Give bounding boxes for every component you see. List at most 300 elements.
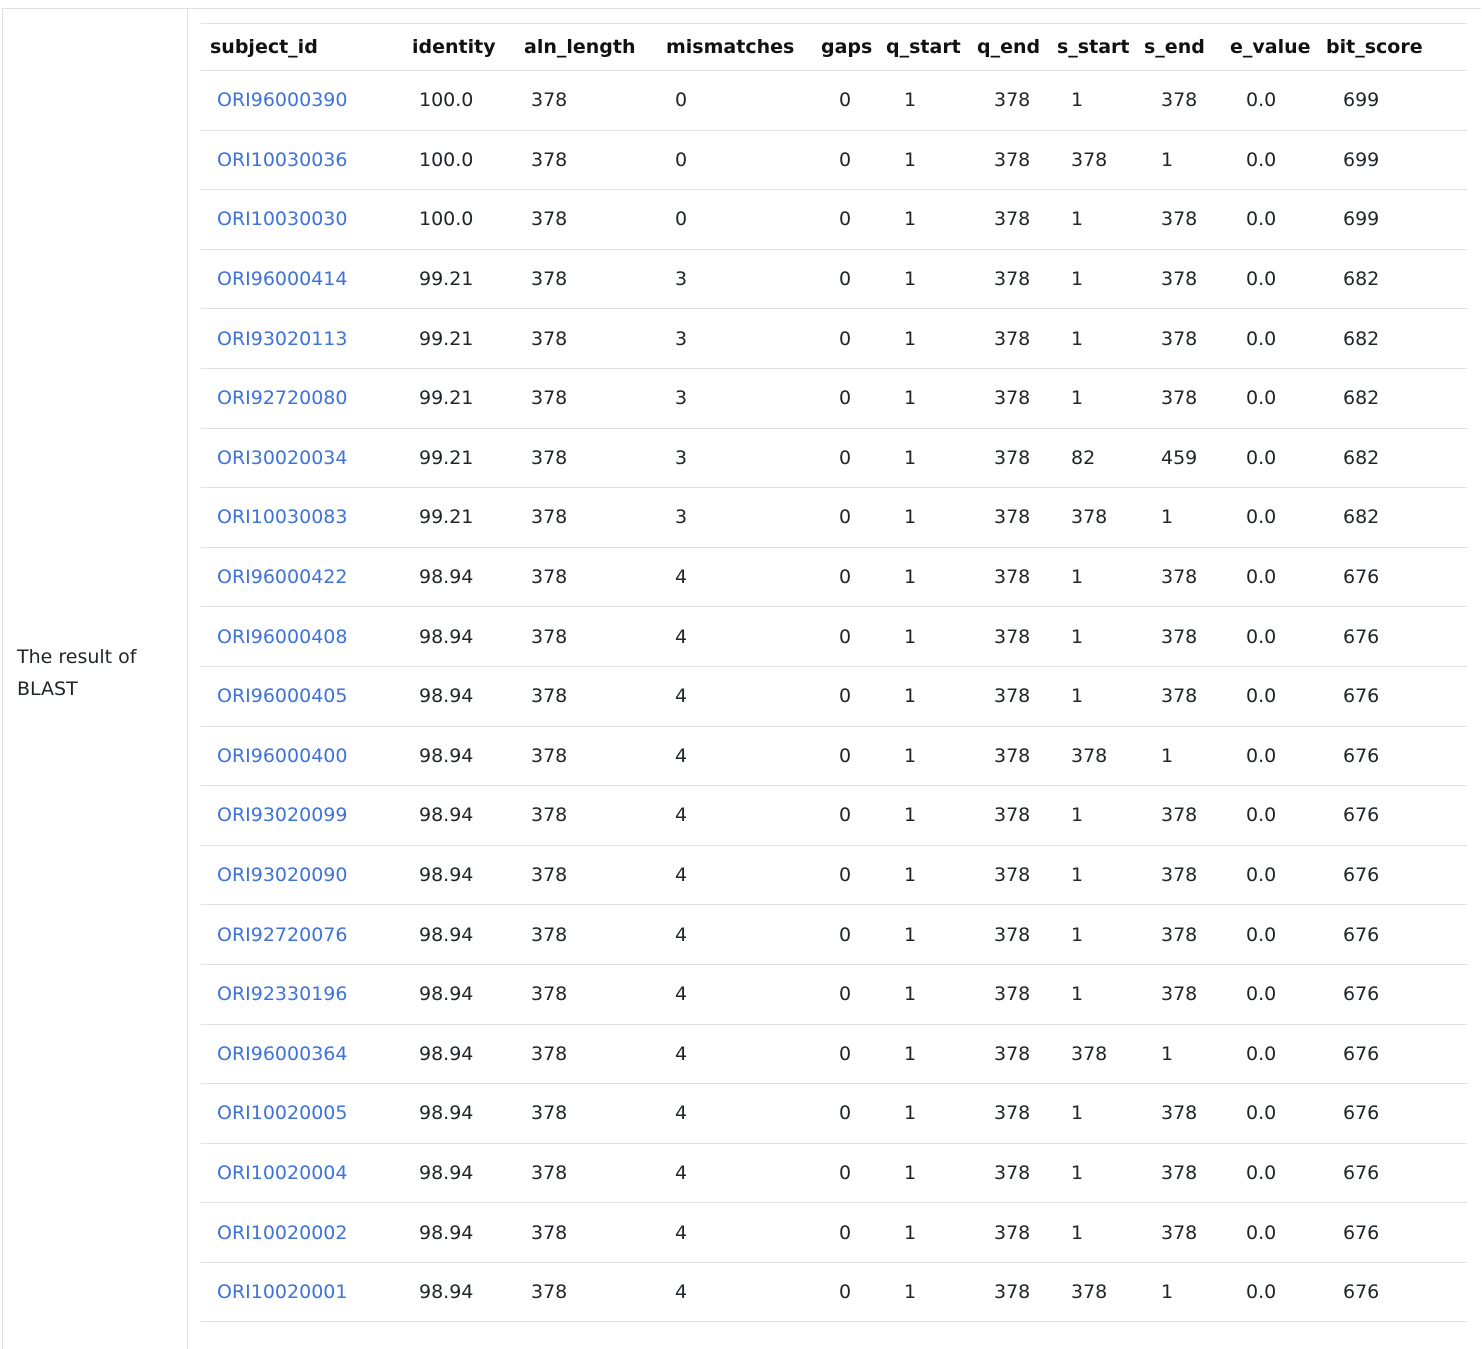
cell-value: 0 (839, 625, 852, 648)
cell-mismatches (657, 1084, 821, 1144)
cell-mismatches (657, 488, 821, 548)
table-row (201, 1203, 1467, 1263)
table-row (201, 1084, 1467, 1144)
cell-gaps (821, 1203, 886, 1263)
cell-value: 0 (839, 744, 852, 767)
cell-q-end (977, 607, 1057, 667)
cell-q-end (977, 964, 1057, 1024)
cell-value: 1 (904, 625, 917, 648)
cell-value: 4 (675, 625, 688, 648)
cell-q-start (886, 368, 977, 428)
cell-s-end (1144, 488, 1230, 548)
cell-identity (403, 428, 515, 488)
cell-mismatches (657, 786, 821, 846)
table-row (201, 130, 1467, 190)
cell-value: 378 (1071, 744, 1108, 767)
cell-value: 378 (994, 1102, 1031, 1125)
cell-value: 676 (1343, 566, 1380, 589)
cell-mismatches (657, 964, 821, 1024)
cell-identity (403, 1143, 515, 1203)
cell-q-start (886, 905, 977, 965)
cell-subject-id (201, 309, 403, 369)
subject-id-link[interactable]: ORI96000414 (217, 268, 348, 291)
cell-value: 4 (675, 1042, 688, 1065)
cell-value: 378 (531, 268, 568, 291)
cell-value: 378 (531, 983, 568, 1006)
table-row (201, 726, 1467, 786)
cell-identity (403, 1024, 515, 1084)
cell-s-end (1144, 368, 1230, 428)
cell-value: 3 (675, 506, 688, 529)
section-label: The result of BLAST (17, 646, 137, 700)
cell-value: 1 (1071, 1221, 1084, 1244)
cell-mismatches (657, 547, 821, 607)
cell-gaps (821, 905, 886, 965)
cell-bit-score (1326, 666, 1467, 726)
cell-value: 378 (531, 1161, 568, 1184)
cell-q-start (886, 1262, 977, 1322)
cell-e-value (1230, 488, 1326, 548)
cell-value: 0 (839, 983, 852, 1006)
cell-s-end (1144, 1084, 1230, 1144)
cell-value: 1 (904, 387, 917, 410)
cell-value: 100.0 (419, 148, 474, 171)
cell-value: 1 (1071, 566, 1084, 589)
cell-s-start (1057, 428, 1144, 488)
subject-id-link[interactable]: ORI92330196 (217, 983, 348, 1006)
cell-value: 682 (1343, 268, 1380, 291)
cell-value: 378 (1071, 1281, 1108, 1304)
cell-identity (403, 964, 515, 1024)
cell-s-end (1144, 1262, 1230, 1322)
cell-q-end (977, 130, 1057, 190)
cell-gaps (821, 190, 886, 250)
cell-value: 378 (1161, 387, 1198, 410)
cell-identity (403, 1203, 515, 1263)
cell-q-start (886, 1203, 977, 1263)
cell-s-start (1057, 130, 1144, 190)
cell-aln-length (515, 607, 657, 667)
cell-value: 0.0 (1246, 446, 1277, 469)
cell-value: 0 (839, 685, 852, 708)
table-body (201, 71, 1467, 1322)
subject-id-link[interactable]: ORI10030083 (217, 506, 348, 529)
header-row (201, 24, 1467, 71)
cell-aln-length (515, 1262, 657, 1322)
cell-mismatches (657, 190, 821, 250)
cell-s-end (1144, 1203, 1230, 1263)
cell-value: 3 (675, 327, 688, 350)
cell-mismatches (657, 666, 821, 726)
cell-e-value (1230, 845, 1326, 905)
cell-q-end (977, 547, 1057, 607)
cell-value: 378 (531, 1102, 568, 1125)
cell-value: 682 (1343, 327, 1380, 350)
cell-value: 4 (675, 744, 688, 767)
col-header-subject-id: subject_id (201, 24, 403, 71)
cell-q-start (886, 71, 977, 131)
cell-value: 0 (839, 446, 852, 469)
cell-aln-length (515, 249, 657, 309)
cell-value: 100.0 (419, 89, 474, 112)
cell-q-end (977, 666, 1057, 726)
table-row (201, 71, 1467, 131)
cell-q-start (886, 726, 977, 786)
cell-bit-score (1326, 607, 1467, 667)
col-header-e-value: e_value (1230, 24, 1326, 71)
cell-s-start (1057, 488, 1144, 548)
subject-id-link[interactable]: ORI96000422 (217, 566, 348, 589)
cell-value: 0 (839, 208, 852, 231)
subject-id-link[interactable]: ORI10020005 (217, 1102, 348, 1125)
cell-mismatches (657, 1143, 821, 1203)
cell-value: 0.0 (1246, 804, 1277, 827)
cell-aln-length (515, 130, 657, 190)
cell-s-start (1057, 845, 1144, 905)
cell-value: 1 (904, 446, 917, 469)
cell-bit-score (1326, 964, 1467, 1024)
cell-value: 1 (904, 1102, 917, 1125)
cell-value: 378 (531, 625, 568, 648)
cell-s-end (1144, 130, 1230, 190)
cell-gaps (821, 1084, 886, 1144)
cell-gaps (821, 1262, 886, 1322)
table-row (201, 786, 1467, 846)
cell-value: 378 (994, 744, 1031, 767)
cell-value: 99.21 (419, 506, 474, 529)
subject-id-link[interactable]: ORI92720080 (217, 387, 348, 410)
cell-value: 98.94 (419, 1102, 474, 1125)
cell-s-start (1057, 786, 1144, 846)
cell-value: 378 (1161, 268, 1198, 291)
cell-e-value (1230, 607, 1326, 667)
cell-s-start (1057, 964, 1144, 1024)
cell-e-value (1230, 1262, 1326, 1322)
cell-aln-length (515, 309, 657, 369)
cell-value: 1 (1071, 923, 1084, 946)
cell-value: 1 (904, 208, 917, 231)
cell-value: 99.21 (419, 327, 474, 350)
cell-value: 378 (994, 864, 1031, 887)
cell-value: 98.94 (419, 804, 474, 827)
cell-gaps (821, 249, 886, 309)
subject-id-link[interactable]: ORI93020090 (217, 864, 348, 887)
subject-id-link[interactable]: ORI93020113 (217, 327, 348, 350)
cell-value: 98.94 (419, 864, 474, 887)
cell-subject-id (201, 726, 403, 786)
cell-bit-score (1326, 309, 1467, 369)
cell-value: 0 (839, 387, 852, 410)
cell-mismatches (657, 726, 821, 786)
cell-value: 3 (675, 387, 688, 410)
cell-q-end (977, 905, 1057, 965)
cell-value: 378 (531, 148, 568, 171)
subject-id-link[interactable]: ORI92720076 (217, 923, 348, 946)
cell-bit-score (1326, 726, 1467, 786)
cell-aln-length (515, 71, 657, 131)
subject-id-link[interactable]: ORI93020099 (217, 804, 348, 827)
cell-q-start (886, 666, 977, 726)
cell-value: 0.0 (1246, 1221, 1277, 1244)
cell-q-start (886, 607, 977, 667)
cell-value: 378 (531, 89, 568, 112)
subject-id-link[interactable]: ORI10020002 (217, 1221, 348, 1244)
col-header-q-end: q_end (977, 24, 1057, 71)
cell-value: 378 (1161, 327, 1198, 350)
cell-gaps (821, 71, 886, 131)
cell-s-end (1144, 905, 1230, 965)
cell-value: 0.0 (1246, 148, 1277, 171)
cell-value: 99.21 (419, 268, 474, 291)
cell-q-start (886, 249, 977, 309)
cell-s-end (1144, 249, 1230, 309)
cell-s-end (1144, 1024, 1230, 1084)
cell-subject-id (201, 845, 403, 905)
cell-value: 378 (994, 327, 1031, 350)
subject-id-link[interactable]: ORI96000400 (217, 744, 348, 767)
cell-value: 0 (839, 327, 852, 350)
cell-gaps (821, 428, 886, 488)
cell-value: 98.94 (419, 685, 474, 708)
cell-aln-length (515, 786, 657, 846)
cell-value: 0 (839, 89, 852, 112)
subject-id-link[interactable]: ORI96000390 (217, 89, 348, 112)
cell-value: 459 (1161, 446, 1198, 469)
cell-value: 378 (994, 804, 1031, 827)
cell-mismatches (657, 130, 821, 190)
cell-mismatches (657, 607, 821, 667)
cell-value: 378 (1161, 1102, 1198, 1125)
cell-e-value (1230, 130, 1326, 190)
cell-bit-score (1326, 786, 1467, 846)
cell-value: 0 (839, 1042, 852, 1065)
cell-identity (403, 130, 515, 190)
cell-gaps (821, 1024, 886, 1084)
cell-s-start (1057, 1262, 1144, 1322)
cell-identity (403, 666, 515, 726)
blast-results-table (201, 23, 1467, 1322)
cell-value: 378 (994, 506, 1031, 529)
cell-mismatches (657, 905, 821, 965)
subject-id-link[interactable]: ORI30020034 (217, 446, 348, 469)
cell-value: 378 (994, 566, 1031, 589)
cell-e-value (1230, 547, 1326, 607)
cell-s-start (1057, 309, 1144, 369)
cell-value: 98.94 (419, 744, 474, 767)
cell-subject-id (201, 547, 403, 607)
cell-mismatches (657, 368, 821, 428)
table-row (201, 249, 1467, 309)
subject-id-link[interactable]: ORI96000364 (217, 1042, 348, 1065)
cell-gaps (821, 666, 886, 726)
cell-value: 1 (1071, 387, 1084, 410)
cell-gaps (821, 1143, 886, 1203)
cell-value: 378 (1071, 506, 1108, 529)
cell-subject-id (201, 607, 403, 667)
cell-bit-score (1326, 1024, 1467, 1084)
cell-aln-length (515, 845, 657, 905)
cell-subject-id (201, 1143, 403, 1203)
cell-subject-id (201, 1203, 403, 1263)
cell-identity (403, 309, 515, 369)
subject-id-link[interactable]: ORI10030036 (217, 148, 348, 171)
cell-aln-length (515, 428, 657, 488)
cell-subject-id (201, 1262, 403, 1322)
cell-value: 378 (994, 89, 1031, 112)
cell-value: 4 (675, 1161, 688, 1184)
cell-value: 682 (1343, 387, 1380, 410)
cell-e-value (1230, 786, 1326, 846)
subject-id-link[interactable]: ORI10020001 (217, 1281, 348, 1304)
col-header-s-end: s_end (1144, 24, 1230, 71)
cell-subject-id (201, 368, 403, 428)
cell-value: 1 (1071, 685, 1084, 708)
cell-value: 82 (1071, 446, 1096, 469)
cell-value: 0 (839, 1221, 852, 1244)
cell-subject-id (201, 1084, 403, 1144)
cell-value: 0.0 (1246, 327, 1277, 350)
cell-q-end (977, 1143, 1057, 1203)
cell-bit-score (1326, 190, 1467, 250)
cell-value: 378 (994, 268, 1031, 291)
cell-value: 4 (675, 804, 688, 827)
cell-identity (403, 547, 515, 607)
cell-value: 98.94 (419, 1042, 474, 1065)
cell-value: 378 (1161, 625, 1198, 648)
cell-s-start (1057, 726, 1144, 786)
cell-s-end (1144, 845, 1230, 905)
cell-q-end (977, 1024, 1057, 1084)
cell-value: 0.0 (1246, 1042, 1277, 1065)
cell-value: 676 (1343, 1042, 1380, 1065)
cell-value: 0.0 (1246, 983, 1277, 1006)
cell-value: 0 (675, 148, 688, 171)
cell-value: 0.0 (1246, 744, 1277, 767)
cell-value: 676 (1343, 804, 1380, 827)
cell-q-end (977, 190, 1057, 250)
cell-value: 4 (675, 864, 688, 887)
cell-value: 4 (675, 1102, 688, 1125)
cell-value: 378 (1071, 1042, 1108, 1065)
cell-s-end (1144, 428, 1230, 488)
cell-bit-score (1326, 71, 1467, 131)
cell-q-end (977, 845, 1057, 905)
cell-value: 1 (904, 685, 917, 708)
cell-value: 4 (675, 1221, 688, 1244)
cell-value: 1 (1071, 89, 1084, 112)
cell-q-start (886, 488, 977, 548)
cell-value: 0 (839, 1161, 852, 1184)
cell-mismatches (657, 309, 821, 369)
cell-value: 0 (839, 506, 852, 529)
cell-gaps (821, 845, 886, 905)
cell-e-value (1230, 964, 1326, 1024)
cell-e-value (1230, 905, 1326, 965)
cell-mismatches (657, 845, 821, 905)
cell-s-end (1144, 786, 1230, 846)
cell-value: 378 (1161, 685, 1198, 708)
cell-value: 378 (531, 327, 568, 350)
cell-value: 676 (1343, 1281, 1380, 1304)
blast-result-panel (2, 8, 1481, 1349)
cell-bit-score (1326, 1203, 1467, 1263)
cell-value: 1 (1071, 208, 1084, 231)
cell-value: 0 (839, 1281, 852, 1304)
cell-s-start (1057, 905, 1144, 965)
cell-gaps (821, 607, 886, 667)
cell-gaps (821, 786, 886, 846)
cell-value: 378 (531, 923, 568, 946)
cell-value: 4 (675, 685, 688, 708)
cell-value: 0.0 (1246, 268, 1277, 291)
cell-s-start (1057, 666, 1144, 726)
cell-value: 1 (1071, 1161, 1084, 1184)
subject-id-link[interactable]: ORI96000405 (217, 685, 348, 708)
cell-subject-id (201, 71, 403, 131)
cell-value: 1 (904, 566, 917, 589)
cell-value: 378 (1161, 89, 1198, 112)
cell-value: 378 (1071, 148, 1108, 171)
cell-q-end (977, 368, 1057, 428)
table-header (201, 24, 1467, 71)
cell-identity (403, 786, 515, 846)
cell-value: 99.21 (419, 387, 474, 410)
cell-value: 0.0 (1246, 506, 1277, 529)
cell-value: 378 (994, 1042, 1031, 1065)
cell-value: 0.0 (1246, 1161, 1277, 1184)
cell-value: 676 (1343, 1161, 1380, 1184)
cell-value: 378 (994, 208, 1031, 231)
cell-value: 0.0 (1246, 685, 1277, 708)
cell-value: 378 (531, 566, 568, 589)
cell-s-end (1144, 607, 1230, 667)
cell-value: 3 (675, 268, 688, 291)
cell-gaps (821, 309, 886, 369)
cell-mismatches (657, 1203, 821, 1263)
cell-aln-length (515, 488, 657, 548)
cell-q-start (886, 1024, 977, 1084)
cell-value: 98.94 (419, 923, 474, 946)
cell-value: 378 (994, 148, 1031, 171)
cell-e-value (1230, 1203, 1326, 1263)
cell-mismatches (657, 428, 821, 488)
table-row (201, 905, 1467, 965)
col-header-aln-length: aln_length (515, 24, 657, 71)
cell-value: 0 (675, 208, 688, 231)
cell-s-end (1144, 666, 1230, 726)
cell-value: 378 (994, 923, 1031, 946)
col-header-q-start: q_start (886, 24, 977, 71)
cell-value: 98.94 (419, 1281, 474, 1304)
cell-q-start (886, 428, 977, 488)
cell-value: 1 (904, 804, 917, 827)
table-row (201, 1024, 1467, 1084)
table-row (201, 190, 1467, 250)
table-row (201, 428, 1467, 488)
cell-identity (403, 905, 515, 965)
cell-q-start (886, 786, 977, 846)
cell-aln-length (515, 964, 657, 1024)
subject-id-link[interactable]: ORI96000408 (217, 625, 348, 648)
cell-bit-score (1326, 1143, 1467, 1203)
cell-value: 1 (904, 1042, 917, 1065)
cell-gaps (821, 488, 886, 548)
subject-id-link[interactable]: ORI10030030 (217, 208, 348, 231)
cell-value: 378 (1161, 983, 1198, 1006)
cell-bit-score (1326, 368, 1467, 428)
subject-id-link[interactable]: ORI10020004 (217, 1161, 348, 1184)
cell-subject-id (201, 190, 403, 250)
